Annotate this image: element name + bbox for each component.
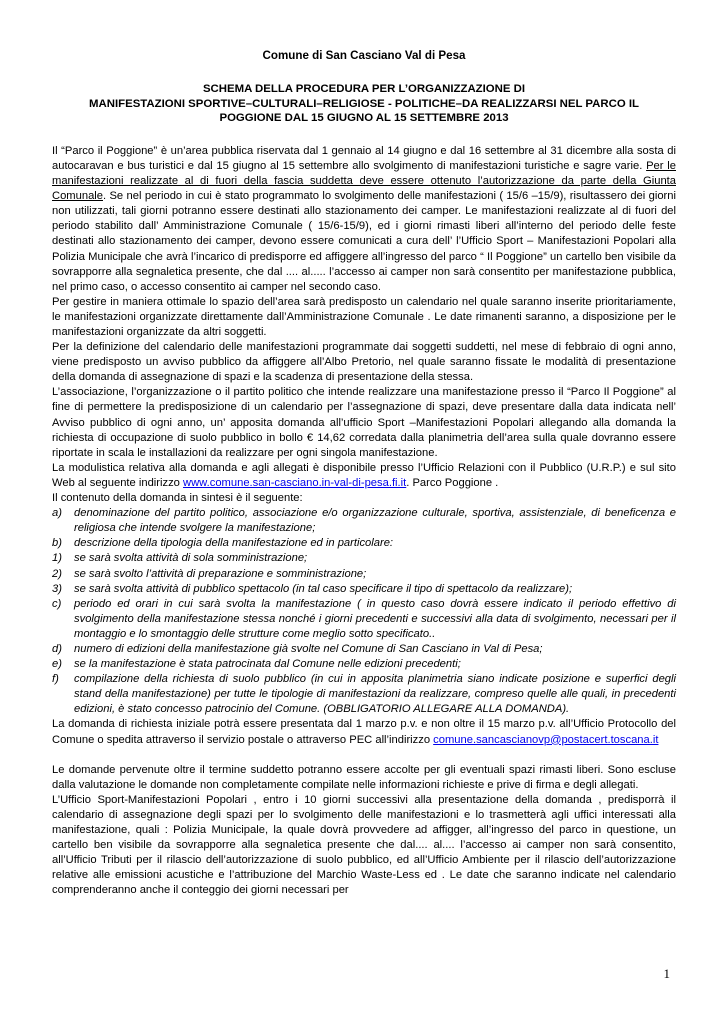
- forms-text-a: La modulistica relativa alla domanda e agli allegati è disponibile presso l’Ufficio Relazioni con il Pubblico (U.R.P.) e sul sito Web al seguente indirizzo: [52, 461, 676, 489]
- list-item: [52, 536, 676, 551]
- paragraph-submission: [52, 717, 676, 747]
- commune-heading: Comune di San Casciano Val di Pesa: [262, 49, 466, 62]
- paragraph-calendar: Per gestire in maniera ottimale lo spazio dell’area sarà predisposto un calendario nel quale saranno inserite prioritariamente, le manifestazioni organizzate direttamente dall’Amministrazione Comunale . Le date rimanenti saranno, a disposizione per le manifestazioni organizzate da altri soggetti.: [52, 295, 676, 338]
- paragraph-forms: [52, 461, 676, 491]
- intro-text-a: Il “Parco il Poggione” è un’area pubblica riservata dal 1 gennaio al 14 giugno e dal 16 settembre al 31 dicembre alla sosta di autocaravan e bus turistici e dal 15 giugno al 15 settembre allo svolgimento di manifestazioni turistiche e sagre varie.: [52, 144, 676, 172]
- list-item-text: numero di edizioni della manifestazione già svolte nel Comune di San Casciano in Val di Pesa;: [74, 642, 543, 655]
- paragraph-intro: [52, 144, 676, 295]
- paragraph-late-requests: Le domande pervenute oltre il termine suddetto potranno essere accolte per gli eventuali spazi rimasti liberi. Sono escluse dalla valutazione le domande non completamente compilate nelle informazioni richieste e prive di firma e degli allegati.: [52, 763, 676, 791]
- title-line-3: POGGIONE DAL 15 GIUGNO AL 15 SETTEMBRE 2013: [219, 112, 509, 125]
- list-item-text: compilazione della richiesta di suolo pubblico (in cui in apposita planimetria siano indicate posizione e superfici degli stand della manifestazione) per tutte le tipologie di manifestazioni da realizzare, compreso quelle alle quali, in precedenti edizioni, è stato concesso patrocinio del Comune. (OBBLIGATORIO ALLEGARE ALLA DOMANDA).: [74, 673, 676, 716]
- paragraph-office-procedure: L’Ufficio Sport-Manifestazioni Popolari , entro i 10 giorni successivi alla presentazione della domanda , predisporrà il calendario di assegnazione degli spazi per lo svolgimento delle manifestazioni e lo trasmetterà agli uffici interessati alla manifestazione, quali : Polizia Municipale, la quale dovrà provvedere ad affigger, all’ingresso del parco in questione, un cartello ben visibile da sovrapporre alla segnaletica presente che dal.... al.... l’accesso ai camper non sarà consentito, all’Ufficio Tributi per il rilascio dell’autorizzazione di suolo pubblico, ed all’Ufficio Ambiente per il rilascio dell’autorizzazione relative alle emissioni acustiche e l’attribuzione del Marchio Waste-Less ed . Le date che saranno indicate nel calendario comprenderanno anche il conteggio dei giorni necessari per: [52, 793, 676, 897]
- intro-underlined-text: Per le manifestazioni realizzate al di fuori della fascia suddetta deve essere ottenuto l’autorizzazione da parte della Giunta Comunale: [52, 159, 676, 203]
- list-item-text: se la manifestazione è stata patrocinata dal Comune nelle edizioni precedenti;: [74, 658, 461, 671]
- list-item-text: descrizione della tipologia della manifestazione ed in particolare:: [74, 537, 394, 550]
- paragraph-contents-intro: Il contenuto della domanda in sintesi è il seguente:: [52, 492, 303, 505]
- page-number: 1: [663, 966, 670, 981]
- list-item-text: se sarà svolto l’attività di preparazione e somministrazione;: [74, 567, 367, 580]
- paragraph-association: L’associazione, l’organizzazione o il partito politico che intende realizzare una manifestazione presso il “Parco Il Poggione” al fine di permettere la predisposizione di un calendario per l’assegnazione di spazi, deve presentare dalla data indicata nell’ Avviso pubblico di ogni anno, un’ apposita domanda all’ufficio Sport –Manifestazioni Popolari allegando alla domanda la richiesta di occupazione di suolo pubblico in bollo € 14,62 corredata dalla planimetria dell’area sulla quale dovranno essere riportate in scala le installazioni da realizzare per ogni singola manifestazione.: [52, 386, 676, 459]
- contents-list: [52, 506, 676, 717]
- list-item-text: se sarà svolta attività di sola somministrazione;: [74, 552, 308, 565]
- list-item-text: denominazione del partito politico, associazione e/o organizzazione culturale, sportiva, assistenziale, di beneficenza e religiosa che intende svolgere la manifestazione;: [74, 507, 676, 535]
- list-item: [52, 506, 676, 536]
- list-marker: b): [52, 537, 62, 550]
- website-link[interactable]: www.comune.san-casciano.in-val-di-pesa.fi.it: [183, 476, 407, 489]
- list-marker: 1): [52, 552, 62, 565]
- paragraph-definition: Per la definizione del calendario delle manifestazioni programmate dai soggetti suddetti, nel mese di febbraio di ogni anno, viene predisposto un avviso pubblico da affiggere all’Albo Pretorio, nel quale saranno fissate le modalità di presentazione della domanda di assegnazione di spazi e la scadenza di presentazione della stessa.: [52, 341, 676, 384]
- list-item: [52, 567, 676, 582]
- list-item-text: se sarà svolta attività di pubblico spettacolo (in tal caso specificare il tipo di spettacolo da realizzare);: [74, 582, 573, 595]
- list-marker: e): [52, 658, 62, 671]
- list-marker: f): [52, 673, 59, 686]
- title-line-1: SCHEMA DELLA PROCEDURA PER L’ORGANIZZAZIONE DI: [202, 83, 526, 96]
- list-marker: 2): [52, 567, 62, 580]
- list-item: [52, 642, 676, 657]
- list-marker: d): [52, 642, 62, 655]
- list-item: [52, 582, 676, 597]
- paragraph-spacer: [52, 748, 676, 763]
- list-marker: c): [52, 597, 62, 610]
- list-item: [52, 551, 676, 566]
- document-title: [52, 82, 676, 126]
- list-marker: a): [52, 507, 62, 520]
- submission-text: La domanda di richiesta iniziale potrà essere presentata dal 1 marzo p.v. e non oltre il 15 marzo p.v. all’Ufficio Protocollo del Comune o spedita attraverso il servizio postale o attraverso PEC all’indirizzo: [52, 718, 676, 746]
- list-item: [52, 672, 676, 717]
- document-page: [52, 48, 676, 898]
- intro-text-b: . Se nel periodo in cui è stato programmato lo svolgimento delle manifestazioni ( 15/6 –15/9), risultassero dei giorni non utilizzati, tali giorni potranno essere destinati allo stazionamento dei camper. Le manifestazioni realizzate al di fuori del periodo stabilito dall’ Amministrazione Comunale ( 15/6-15/9), ed i giorni rimasti liberi all’interno del periodo delle feste destinati allo stazionamento dei camper, devono essere comunicati a cura dell’ l’Ufficio Sport – Manifestazioni Popolari alla Polizia Municipale che avrà l’incarico di predisporre ed affiggere all’ingresso del parco “ Il Poggione” un cartello ben visibile da sovrapporre alla segnaletica presente, che dal .... al..... l’accesso ai camper non sarà consentito per manifestazione pubblica, nel primo caso, o accesso consentito ai camper nel secondo caso.: [52, 190, 676, 293]
- title-line-2: MANIFESTAZIONI SPORTIVE–CULTURALI–RELIGIOSE - POLITICHE–DA REALIZZARSI NEL PARCO IL: [89, 97, 639, 110]
- forms-text-b: . Parco Poggione .: [406, 476, 499, 489]
- list-item-text: periodo ed orari in cui sarà svolta la manifestazione ( in questo caso dovrà essere indicato il periodo effettivo di svolgimento della manifestazione stessa nonché i giorni precedenti e successivi alla data di svolgimento, necessari per il montaggio e lo smontaggio delle strutture come meglio sotto specificato..: [74, 597, 676, 640]
- pec-email-link[interactable]: comune.sancascianovp@postacert.toscana.it: [433, 733, 659, 746]
- list-marker: 3): [52, 582, 62, 595]
- list-item: [52, 657, 676, 672]
- list-item: [52, 597, 676, 642]
